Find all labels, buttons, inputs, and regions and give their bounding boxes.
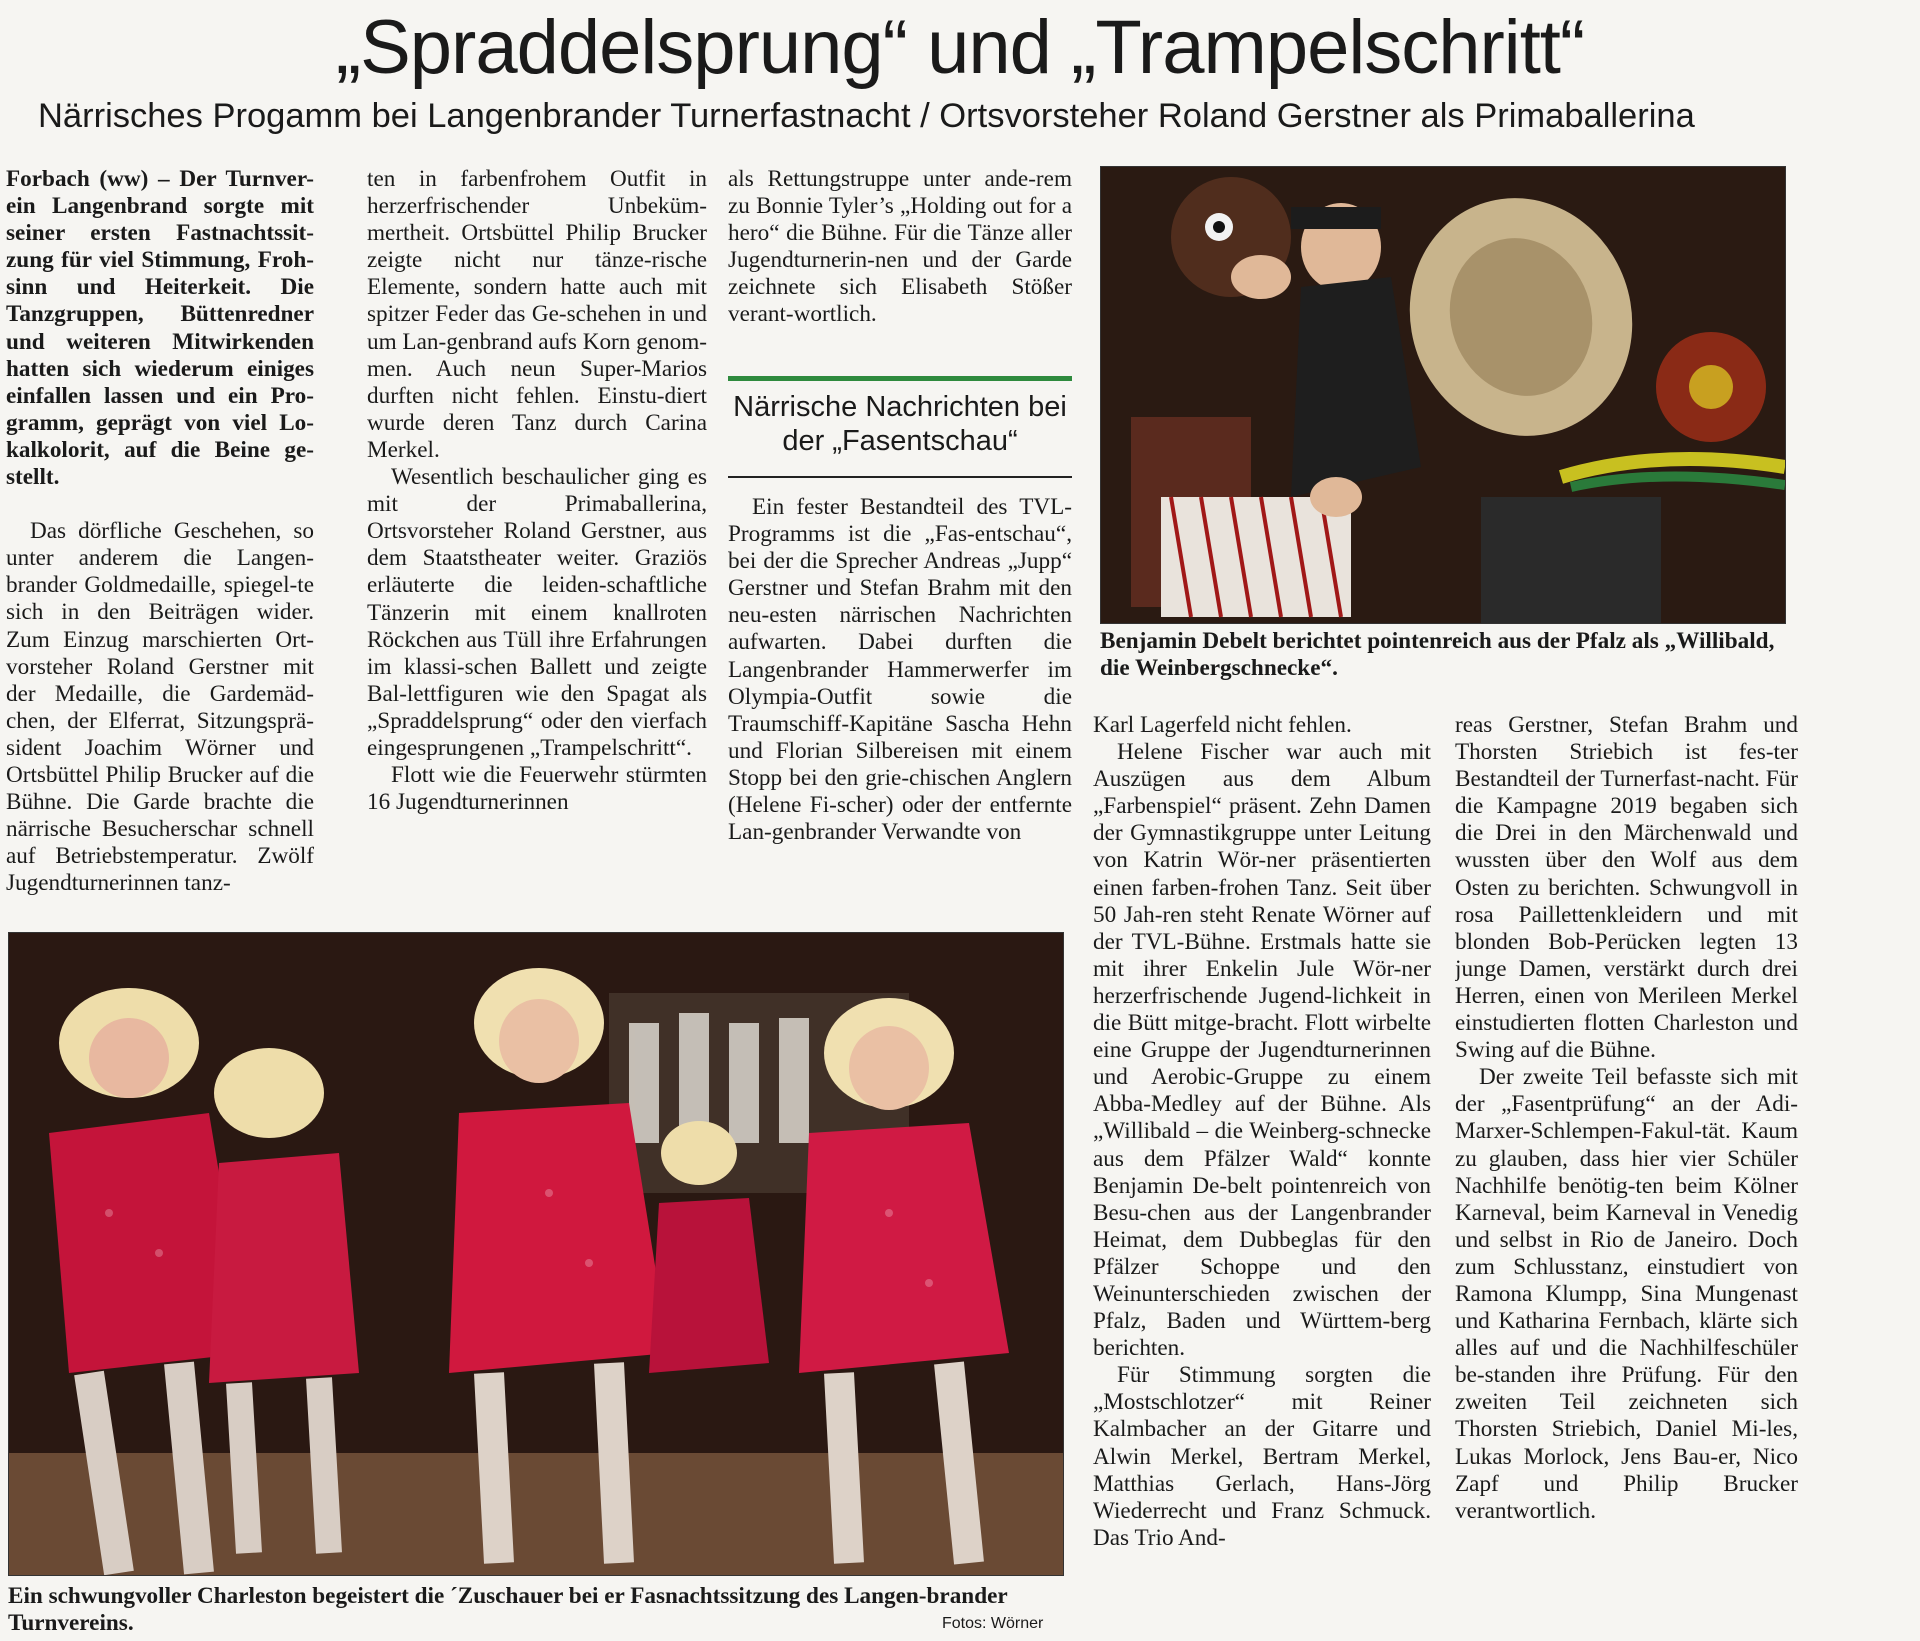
body-paragraph: Helene Fischer war auch mit Auszügen aus dem Album „Farbenspiel“ präsent. Zehn Damen der Gymnastikgruppe unter Leitung von Katrin Wör-ner präsentierten einen farben-frohen Tanz. Seit über 50 Jah-ren steht Renate Wörner auf der TVL-Bühne. Erstmals hatte sie mit ihrer Enkelin Jule Wör-ner herzerfrischende Jugend-lichkeit in die Bütt mitge-bracht. Flott wirbelte eine Gruppe der Jugendturnerinnen und Aerobic-Gruppe zu einem Abba-Medley auf der Bühne. Als „Willibald – die Weinberg-schnecke aus dem Pfälzer Wald“ konnte Benjamin De-belt pointenreich von Besu-chen aus der Langenbrander Heimat, dem Dubbeglas für den Pfälzer Schoppe und den Weinunterschieden zwischen der Pfalz, Baden und Württem-berg berichten. (1093, 739, 1431, 1362)
section-divider (728, 376, 1072, 381)
body-paragraph: Für Stimmung sorgten die „Mostschlotzer“ mit Reiner Kalmbacher an der Gitarre und Alwin Merkel, Bertram Merkel, Matthias Gerlach, Hans-Jörg Wiederrecht und Franz Schmuck. Das Trio And- (1093, 1362, 1431, 1551)
section-heading: Närrische Nachrichten bei der „Fasentschau“ (733, 391, 1067, 457)
article-column-4 (1093, 712, 1431, 1638)
body-paragraph: Ein fester Bestandteil des TVL-Programms ist die „Fas-entschau“, bei der die Sprecher Andreas „Jupp“ Gerstner und Stefan Brahm mit den neu-esten närrischen Nachrichten aufwarten. Dabei durften die Langenbrander Hammerwerfer im Olympia-Outfit sowie die Traumschiff-Kapitäne Sascha Hehn und Florian Silbereisen mit einem Stopp bei den grie-chischen Anglern (Helene Fi-scher) oder der entfernte Lan-genbrander Verwandte von (728, 494, 1072, 846)
photo-snail-performer (1100, 166, 1786, 624)
body-paragraph: Der zweite Teil befasste sich mit der „Fasentprüfung“ an der Adi-Marxer-Schlempen-Fakul-tät. Kaum zu glauben, dass hier vier Schüler Nachhilfe benötig-ten beim Kölner Karneval, beim Karneval in Venedig und selbst in Rio de Janeiro. Doch zum Schlusstanz, einstudiert von Ramona Klumpp, Sina Mungenast und Katharina Fernbach, klärte sich alles auf und die Nachhilfeschüler be-standen ihre Prüfung. Für den zweiten Teil zeichneten sich Thorsten Striebich, Daniel Mi-les, Lukas Morlock, Jens Bau-er, Nico Zapf und Philip Brucker verantwortlich. (1455, 1064, 1798, 1524)
photo-caption: Benjamin Debelt berichtet pointenreich aus der Pfalz als „Willibald, die Weinbergschnecke“. (1100, 628, 1775, 681)
body-paragraph: Wesentlich beschaulicher ging es mit der Primaballerina, Ortsvorsteher Roland Gerstner, aus dem Staatstheater weiter. Graziös erläuterte die leiden-schaftliche Tänzerin mit einem knallroten Röckchen aus Tüll ihre Erfahrungen im klassi-schen Ballett und zeigte Bal-lettfiguren wie den Spagat als „Spraddelsprung“ oder den vierfach eingesprungenen „Trampelschritt“. (367, 464, 707, 761)
article-column-3 (728, 166, 1072, 366)
body-paragraph: als Rettungstruppe unter ande-rem zu Bonnie Tyler’s „Holding out for a hero“ die Bühne. Für die Tänze aller Jugendturnerin-nen und der Garde zeichnete sich Elisabeth Stößer verant-wortlich. (728, 166, 1072, 328)
headline: „Spraddelsprung“ und „Trampelschritt“ (335, 5, 1585, 90)
article-column-3-box (728, 494, 1072, 906)
body-paragraph: Karl Lagerfeld nicht fehlen. (1093, 712, 1352, 738)
article-column-2 (367, 166, 707, 906)
body-paragraph: reas Gerstner, Stefan Brahm und Thorsten Striebich ist fes-ter Bestandteil der Turnerfast-nacht. Für die Kampagne 2019 begaben sich die Drei in den Märchenwald und wussten über den Wolf aus dem Osten zu berichten. Schwungvoll in rosa Paillettenkleidern und mit blonden Bob-Perücken legten 13 junge Damen, verstärkt durch drei Herren, einen von Merileen Merkel einstudierten flotten Charleston und Swing auf die Bühne. (1455, 712, 1798, 1064)
article-column-5 (1455, 712, 1798, 1638)
photo-credit: Fotos: Wörner (942, 1615, 1044, 1632)
body-paragraph: ten in farbenfrohem Outfit in herzerfrischender Unbeküm-mertheit. Ortsbüttel Philip Brucker zeigte nicht nur tänze-rische Elemente, sondern hatte auch mit spitzer Feder das Ge-schehen in und um Lan-genbrand aufs Korn genom-men. Auch neun Super-Marios durften nicht fehlen. Einstu-diert wurde deren Tanz durch Carina Merkel. (367, 166, 707, 463)
subheadline: Närrisches Progamm bei Langenbrander Turnerfastnacht / Ortsvorsteher Roland Gerstner als Primaballerina (38, 97, 1695, 135)
photo-snail-illustration (1101, 167, 1785, 623)
lead-paragraph: Forbach (ww) – Der Turnver-ein Langenbrand sorgte mit seiner ersten Fastnachtssit-zung für viel Stimmung, Froh-sinn und Heiterkeit. Die Tanzgruppen, Büttenredner und weiteren Mitwirkenden hatten sich wiederum einiges einfallen lassen und ein Pro-gramm, geprägt von viel Lo-kalkolorit, auf die Beine ge-stellt. (6, 166, 314, 491)
photo-caption: Ein schwungvoller Charleston begeistert die ´Zuschauer bei er Fasnachtssitzung des Langen-brander Turnvereins. (8, 1583, 1008, 1636)
article-column-1 (6, 166, 314, 906)
body-paragraph: Flott wie die Feuerwehr stürmten 16 Jugendturnerinnen (367, 762, 707, 816)
photo-dancers-illustration (9, 933, 1063, 1575)
section-divider (728, 476, 1072, 478)
photo-charleston-dancers (8, 932, 1064, 1576)
body-paragraph: Das dörfliche Geschehen, so unter anderem die Langen-brander Goldmedaille, spiegel-te sich in den Beiträgen wider. Zum Einzug marschierten Ort-vorsteher Roland Gerstner mit der Medaille, die Gardemäd-chen, der Elferrat, Sitzungsprä-sident Joachim Wörner und Ortsbüttel Philip Brucker auf die Bühne. Die Garde brachte die närrische Besucherschar schnell auf Betriebstemperatur. Zwölf Jugendturnerinnen tanz- (6, 518, 314, 897)
